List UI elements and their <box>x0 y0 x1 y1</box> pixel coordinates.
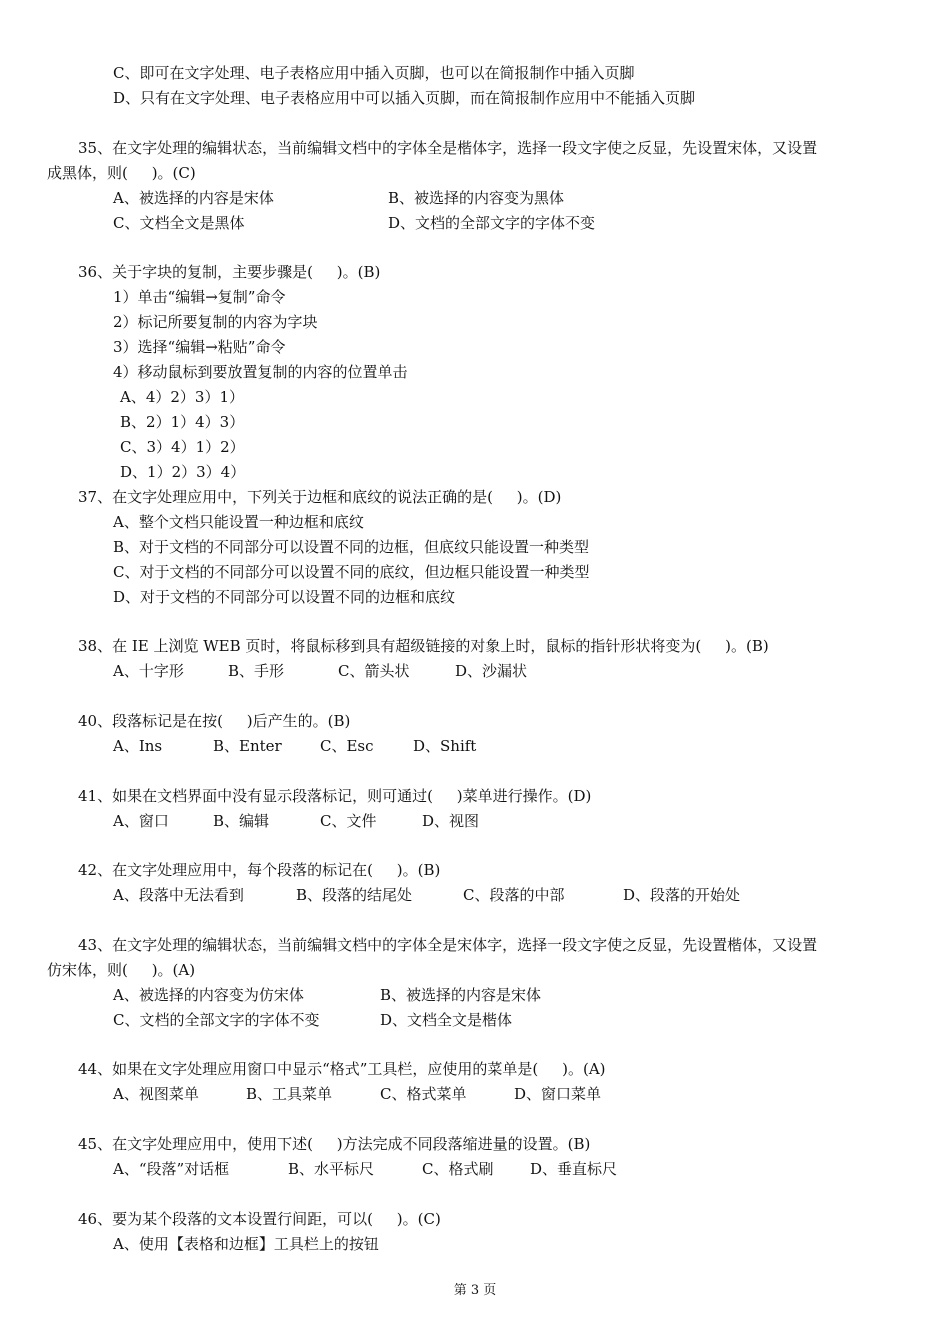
step-36-1: 1）单击“编辑→复制”命令 <box>113 288 286 306</box>
option-46-a: A、使用【表格和边框】工具栏上的按钮 <box>113 1235 379 1253</box>
option-45-d: D、垂直标尺 <box>530 1160 618 1178</box>
option-41-d: D、视图 <box>422 812 480 830</box>
option-36-b: B、2）1）4）3） <box>120 413 245 431</box>
question-37-text: 37、在文字处理应用中，下列关于边框和底纹的说法正确的是( )。(D) <box>78 488 562 506</box>
option-40-b: B、Enter <box>213 737 282 755</box>
question-41-text: 41、如果在文档界面中没有显示段落标记，则可通过( )菜单进行操作。(D) <box>78 787 592 805</box>
option-38-d: D、沙漏状 <box>455 662 528 680</box>
option-40-d: D、Shift <box>413 737 477 755</box>
question-45-text: 45、在文字处理应用中，使用下述( )方法完成不同段落缩进量的设置。(B) <box>78 1135 591 1153</box>
option-43-d: D、文档全文是楷体 <box>380 1011 513 1029</box>
option-42-a: A、段落中无法看到 <box>113 886 244 904</box>
step-36-3: 3）选择“编辑→粘贴”命令 <box>113 338 286 356</box>
option-36-a: A、4）2）3）1） <box>120 388 245 406</box>
question-43-text-cont: 仿宋体，则( )。(A) <box>47 961 196 979</box>
option-37-b: B、对于文档的不同部分可以设置不同的边框，但底纹只能设置一种类型 <box>113 538 590 556</box>
option-34-c: C、即可在文字处理、电子表格应用中插入页脚，也可以在简报制作中插入页脚 <box>113 64 635 82</box>
option-37-a: A、整个文档只能设置一种边框和底纹 <box>113 513 364 531</box>
option-36-c: C、3）4）1）2） <box>120 438 245 456</box>
option-44-a: A、视图菜单 <box>113 1085 199 1103</box>
option-37-d: D、对于文档的不同部分可以设置不同的边框和底纹 <box>113 588 456 606</box>
option-41-b: B、编辑 <box>213 812 270 830</box>
option-38-a: A、十字形 <box>113 662 184 680</box>
question-38-text: 38、在 IE 上浏览 WEB 页时，将鼠标移到具有超级链接的对象上时，鼠标的指针形状将变为( )。(B) <box>78 637 769 655</box>
option-38-c: C、箭头状 <box>338 662 410 680</box>
option-35-b: B、被选择的内容变为黑体 <box>388 189 565 207</box>
option-38-b: B、手形 <box>228 662 285 680</box>
question-35-text-cont: 成黑体，则( )。(C) <box>47 164 196 182</box>
option-40-c: C、Esc <box>320 737 374 755</box>
option-45-a: A、“段落”对话框 <box>113 1160 230 1178</box>
option-43-a: A、被选择的内容变为仿宋体 <box>113 986 304 1004</box>
question-40-text: 40、段落标记是在按( )后产生的。(B) <box>78 712 351 730</box>
step-36-2: 2）标记所要复制的内容为字块 <box>113 313 318 331</box>
question-43-text: 43、在文字处理的编辑状态，当前编辑文档中的字体全是宋体字，选择一段文字使之反显，先设置楷体，又设置 <box>78 936 818 954</box>
page-number: 第 3 页 <box>453 1283 497 1298</box>
question-46-text: 46、要为某个段落的文本设置行间距，可以( )。(C) <box>78 1210 441 1228</box>
option-35-c: C、文档全文是黑体 <box>113 214 245 232</box>
option-36-d: D、1）2）3）4） <box>120 463 246 481</box>
question-44-text: 44、如果在文字处理应用窗口中显示“格式”工具栏，应使用的菜单是( )。(A) <box>78 1060 606 1078</box>
option-45-b: B、水平标尺 <box>288 1160 375 1178</box>
option-43-b: B、被选择的内容是宋体 <box>380 986 542 1004</box>
option-37-c: C、对于文档的不同部分可以设置不同的底纹，但边框只能设置一种类型 <box>113 563 590 581</box>
option-42-c: C、段落的中部 <box>463 886 565 904</box>
option-43-c: C、文档的全部文字的字体不变 <box>113 1011 320 1029</box>
option-44-b: B、工具菜单 <box>246 1085 333 1103</box>
question-35-text: 35、在文字处理的编辑状态，当前编辑文档中的字体全是楷体字，选择一段文字使之反显，先设置宋体，又设置 <box>78 139 818 157</box>
option-44-d: D、窗口菜单 <box>514 1085 602 1103</box>
option-42-d: D、段落的开始处 <box>623 886 741 904</box>
question-36-text: 36、关于字块的复制，主要步骤是( )。(B) <box>78 263 381 281</box>
question-42-text: 42、在文字处理应用中，每个段落的标记在( )。(B) <box>78 861 441 879</box>
step-36-4: 4）移动鼠标到要放置复制的内容的位置单击 <box>113 363 408 381</box>
option-34-d: D、只有在文字处理、电子表格应用中可以插入页脚，而在简报制作应用中不能插入页脚 <box>113 89 696 107</box>
option-42-b: B、段落的结尾处 <box>296 886 413 904</box>
option-40-a: A、Ins <box>113 737 163 755</box>
option-45-c: C、格式刷 <box>422 1160 494 1178</box>
option-41-c: C、文件 <box>320 812 377 830</box>
option-41-a: A、窗口 <box>113 812 169 830</box>
option-44-c: C、格式菜单 <box>380 1085 467 1103</box>
option-35-a: A、被选择的内容是宋体 <box>113 189 274 207</box>
option-35-d: D、文档的全部文字的字体不变 <box>388 214 596 232</box>
